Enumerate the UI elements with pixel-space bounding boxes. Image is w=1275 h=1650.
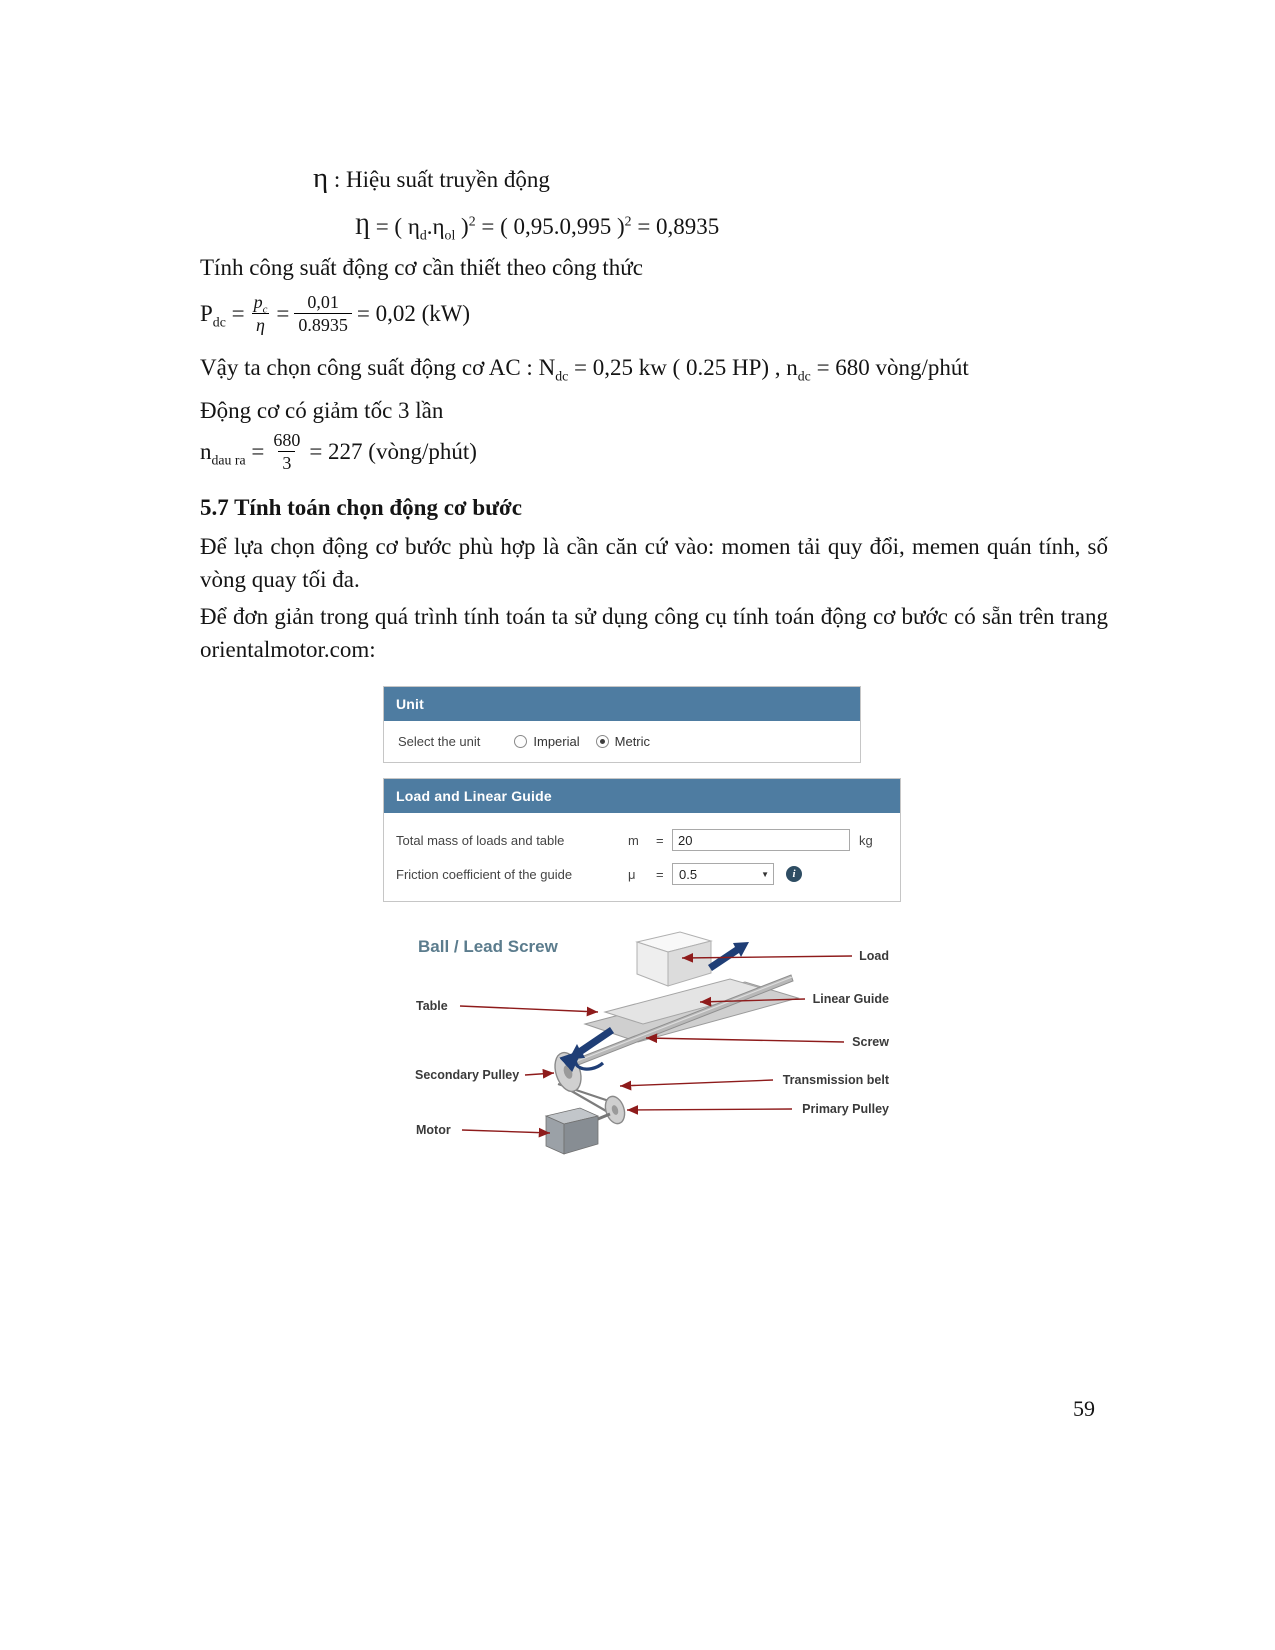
fraction-numerator: $p_c$ xyxy=(253,292,268,316)
friction-row xyxy=(396,857,888,891)
page-number: 59 xyxy=(1073,1396,1095,1421)
transmission-belt-label: Transmission belt xyxy=(782,1073,889,1087)
imperial-radio-label: Imperial xyxy=(533,734,580,749)
diagram-title: Ball / Lead Screw xyxy=(418,937,558,956)
eta-description xyxy=(313,163,550,196)
metric-radio[interactable] xyxy=(596,735,609,748)
primary-pulley-label: Primary Pulley xyxy=(802,1102,889,1116)
info-icon[interactable] xyxy=(786,866,802,882)
fraction-numerator: 0,01 xyxy=(307,292,339,312)
friction-select-value: 0.5 xyxy=(679,866,698,882)
table-leader-line xyxy=(460,1006,598,1012)
paragraph-tool-intro: Để đơn giản trong quá trình tính toán ta sử dụng công cụ tính toán động cơ bước có sẵn trên trang orientalmotor.com: xyxy=(200,604,1108,662)
screw-leader-line xyxy=(646,1038,844,1042)
load-panel-header: Load and Linear Guide xyxy=(384,779,900,813)
metric-radio-option[interactable] xyxy=(596,734,650,749)
secondary-pulley-leader-line xyxy=(525,1073,554,1075)
fraction-denominator: 0.8935 xyxy=(294,313,352,337)
fraction-numerator: 680 xyxy=(273,430,301,450)
load-block xyxy=(637,932,711,986)
chevron-down-icon: ▼ xyxy=(761,869,769,879)
mass-symbol: m xyxy=(628,832,639,848)
mass-unit: kg xyxy=(859,832,873,848)
paragraph-motor-choice: Vậy ta chọn công suất động cơ AC : $N_{dc} = 0,25$ kw ( 0.25 HP) , $n_{dc} = 680$ vòng/phút xyxy=(200,355,969,384)
mass-row xyxy=(396,823,888,857)
table-label: Table xyxy=(416,999,448,1013)
motor-body xyxy=(546,1108,610,1154)
output-speed-formula xyxy=(200,430,477,474)
fraction-680-3 xyxy=(269,430,304,474)
primary-pulley-leader-line xyxy=(627,1109,792,1110)
formula-lhs: $P_{dc}$ = xyxy=(200,301,245,330)
transmission-belt-leader-line xyxy=(620,1080,773,1086)
ball-lead-screw-diagram xyxy=(400,926,900,1174)
mass-label: Total mass of loads and table xyxy=(396,832,565,848)
motor-leader-line xyxy=(462,1130,550,1133)
mass-input[interactable] xyxy=(672,829,850,851)
eta-text: : Hiệu suất truyền động xyxy=(328,167,550,192)
primary-pulley-shape xyxy=(602,1094,628,1126)
friction-symbol: μ xyxy=(628,866,636,882)
eta-formula: Ƞ = ( $\eta_d.\eta_{ol}$ )$^2$ = ( 0,95.0,995 )$^2$ = 0,8935 xyxy=(355,213,720,243)
imperial-radio[interactable] xyxy=(514,735,527,748)
load-label: Load xyxy=(859,949,889,963)
fraction-denominator: 3 xyxy=(278,451,295,475)
info-icon-glyph: i xyxy=(792,868,796,880)
secondary-pulley-label: Secondary Pulley xyxy=(415,1068,520,1082)
formula-lhs: $n_{dau ra}$ = xyxy=(200,439,265,468)
eta-symbol: η xyxy=(313,162,329,194)
imperial-radio-option[interactable] xyxy=(514,734,579,749)
screw-label: Screw xyxy=(852,1035,889,1049)
metric-radio-label: Metric xyxy=(614,734,651,749)
load-panel-body xyxy=(384,813,900,901)
motor-label: Motor xyxy=(416,1123,451,1137)
fraction-pc-eta xyxy=(250,292,272,336)
paragraph-power-intro: Tính công suất động cơ cần thiết theo công thức xyxy=(200,255,643,280)
unit-panel-body xyxy=(384,721,860,762)
motion-arrow-up-icon xyxy=(708,942,749,971)
section-heading: 5.7 Tính toán chọn động cơ bước xyxy=(200,495,522,520)
friction-label: Friction coefficient of the guide xyxy=(396,866,573,882)
unit-panel-header: Unit xyxy=(384,687,860,721)
paragraph-criteria: Để lựa chọn động cơ bước phù hợp là cần căn cứ vào: momen tải quy đổi, memen quán tính, số vòng quay tối đa. xyxy=(200,534,1108,592)
formula-result: = 0,02 (kW) xyxy=(356,301,471,327)
fraction-denominator: η xyxy=(252,313,269,337)
load-panel xyxy=(383,778,901,902)
fraction-numeric xyxy=(294,292,352,336)
power-formula xyxy=(200,292,470,336)
equals-sign: = xyxy=(276,301,290,327)
paragraph-gear-reduction: Động cơ có giảm tốc 3 lần xyxy=(200,398,444,423)
unit-panel xyxy=(383,686,861,763)
friction-equals: = xyxy=(656,866,664,882)
formula-result: = 227 (vòng/phút) xyxy=(309,439,477,465)
linear-guide-label: Linear Guide xyxy=(812,992,889,1006)
mass-equals: = xyxy=(656,832,664,848)
friction-select[interactable] xyxy=(672,863,774,885)
select-unit-label: Select the unit xyxy=(398,734,481,749)
